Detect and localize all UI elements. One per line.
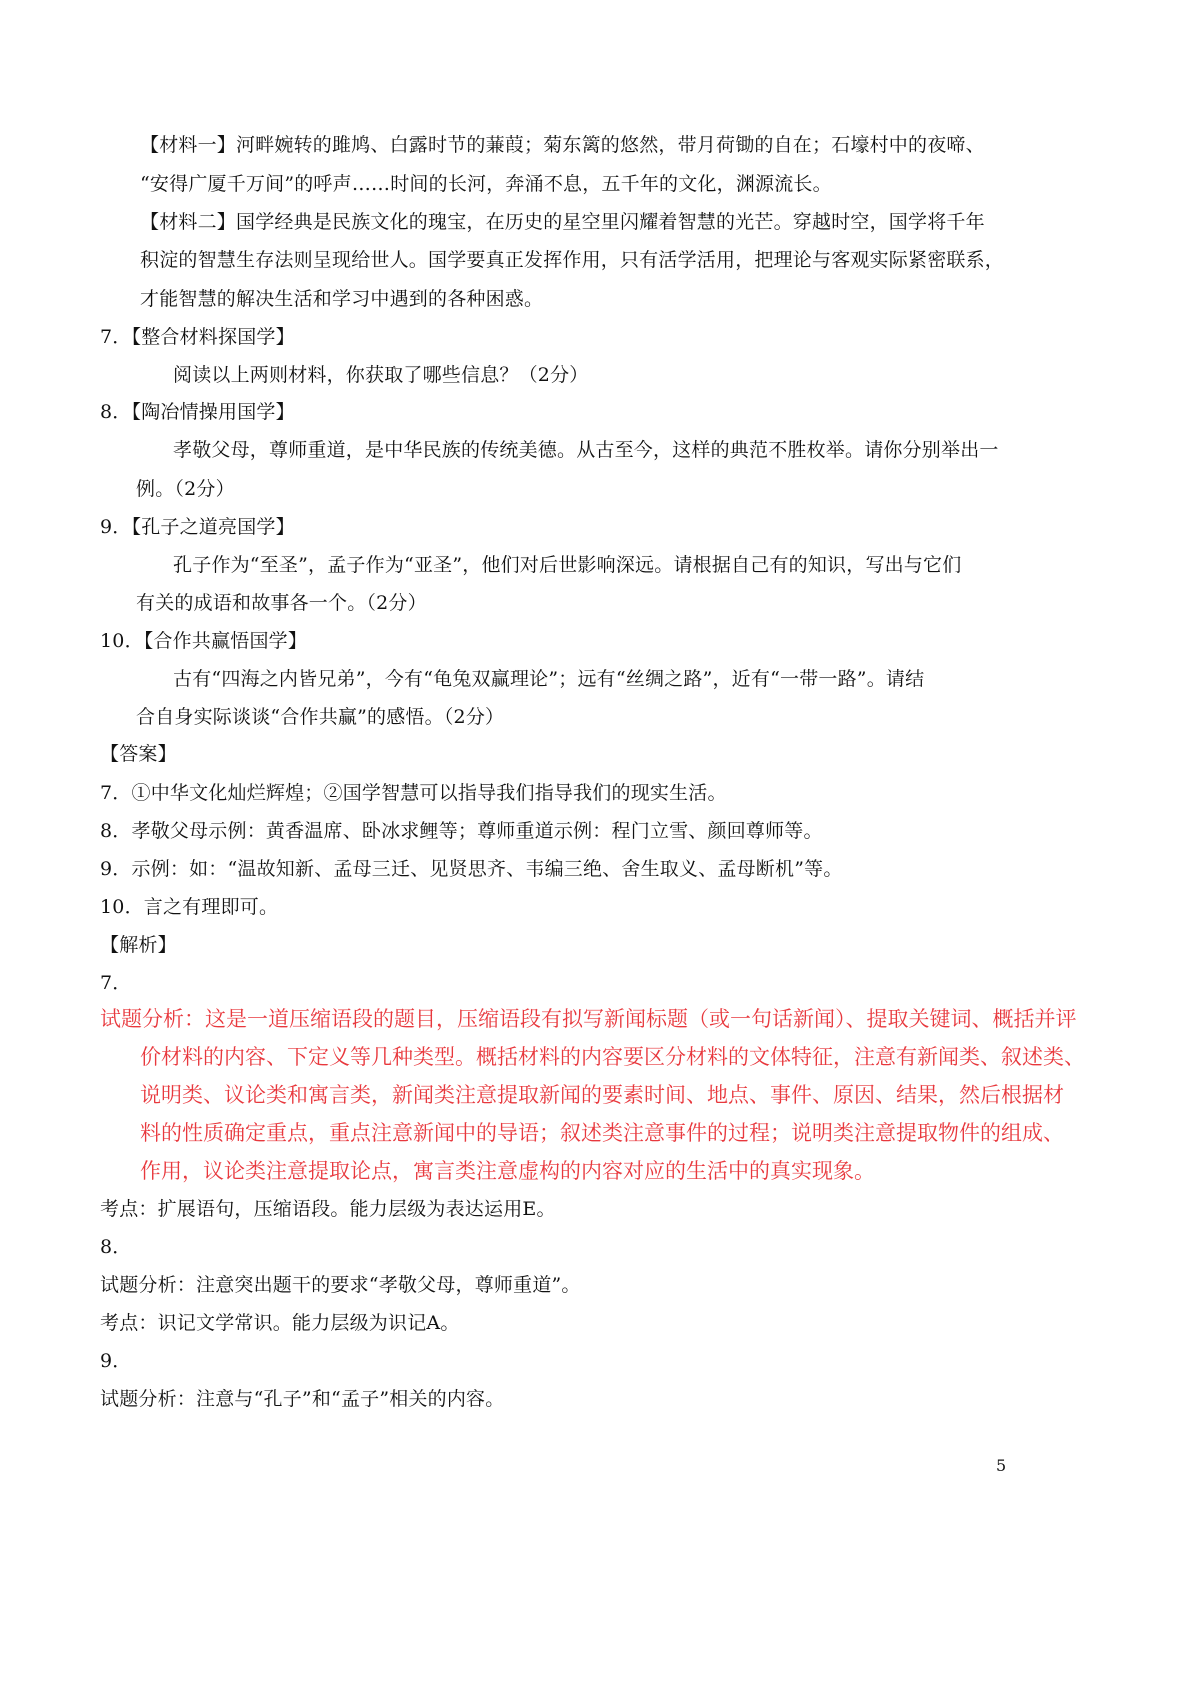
question-10-text-line-2: 合自身实际谈谈“合作共赢”的感悟。（2分） <box>136 706 505 728</box>
analysis-8-kaodian: 考点：识记文学常识。能力层级为识记A。 <box>100 1312 460 1334</box>
question-8-text-line-1: 孝敬父母，尊师重道，是中华民族的传统美德。从古至今，这样的典范不胜枚举。请你分别举出一 <box>173 439 999 461</box>
analysis-9-number: 9． <box>100 1350 132 1372</box>
question-9-text-line-1: 孔子作为“至圣”，孟子作为“亚圣”，他们对后世影响深远。请根据自己有的知识，写出与它们 <box>173 554 962 576</box>
question-7-title: 7．【整合材料探国学】 <box>100 326 295 348</box>
answer-10: 10．言之有理即可。 <box>100 896 279 918</box>
answer-9: 9．示例：如：“温故知新、孟母三迁、见贤思齐、韦编三绝、舍生取义、孟母断机”等。 <box>100 858 843 880</box>
page-number: 5 <box>996 1456 1007 1475</box>
question-9-title: 9．【孔子之道亮国学】 <box>100 516 295 538</box>
analysis-7-red-line-1: 试题分析：这是一道压缩语段的题目，压缩语段有拟写新闻标题（或一句话新闻）、提取关键词、概括并评 <box>100 1007 1077 1031</box>
answers-heading: 【答案】 <box>100 743 177 765</box>
answer-7: 7．①中华文化灿烂辉煌；②国学智慧可以指导我们指导我们的现实生活。 <box>100 782 727 804</box>
analysis-7-red-line-2: 价材料的内容、下定义等几种类型。概括材料的内容要区分材料的文体特征，注意有新闻类、叙述类、 <box>140 1045 1085 1069</box>
analysis-8-text: 试题分析：注意突出题干的要求“孝敬父母，尊师重道”。 <box>100 1274 581 1296</box>
material-2-line-2: 积淀的智慧生存法则呈现给世人。国学要真正发挥作用，只有活学活用，把理论与客观实际紧密联系， <box>140 249 1005 271</box>
material-2-line-1: 【材料二】国学经典是民族文化的瑰宝，在历史的星空里闪耀着智慧的光芒。穿越时空，国学将千年 <box>140 211 985 233</box>
answer-8: 8．孝敬父母示例：黄香温席、卧冰求鲤等；尊师重道示例：程门立雪、颜回尊师等。 <box>100 820 823 842</box>
question-9-text-line-2: 有关的成语和故事各一个。（2分） <box>136 592 427 614</box>
analysis-8-number: 8． <box>100 1236 132 1258</box>
analysis-7-red-line-3: 说明类、议论类和寓言类，新闻类注意提取新闻的要素时间、地点、事件、原因、结果，然后根据材 <box>140 1083 1064 1107</box>
material-1-line-1: 【材料一】河畔婉转的雎鸠、白露时节的蒹葭；菊东篱的悠然，带月荷锄的自在；石壕村中的夜啼、 <box>140 134 985 156</box>
question-8-text-line-2: 例。（2分） <box>136 478 235 500</box>
question-10-title: 10．【合作共赢悟国学】 <box>100 630 308 652</box>
analysis-7-red-line-5: 作用，议论类注意提取论点，寓言类注意虚构的内容对应的生活中的真实现象。 <box>140 1159 875 1183</box>
question-7-text: 阅读以上两则材料，你获取了哪些信息？（2分） <box>173 364 589 386</box>
question-8-title: 8．【陶冶情操用国学】 <box>100 401 295 423</box>
analysis-heading: 【解析】 <box>100 934 177 956</box>
question-10-text-line-1: 古有“四海之内皆兄弟”，今有“龟兔双赢理论”；远有“丝绸之路”，近有“一带一路”。请结 <box>173 668 925 690</box>
analysis-9-text: 试题分析：注意与“孔子”和“孟子”相关的内容。 <box>100 1388 505 1410</box>
material-1-line-2: “安得广厦千万间”的呼声……时间的长河，奔涌不息，五千年的文化，渊源流长。 <box>140 173 832 195</box>
analysis-7-kaodian: 考点：扩展语句，压缩语段。能力层级为表达运用E。 <box>100 1198 556 1220</box>
material-2-line-3: 才能智慧的解决生活和学习中遇到的各种困惑。 <box>140 288 544 310</box>
analysis-7-red-line-4: 料的性质确定重点，重点注意新闻中的导语；叙述类注意事件的过程；说明类注意提取物件的组成、 <box>140 1121 1064 1145</box>
analysis-7-number: 7． <box>100 972 132 994</box>
